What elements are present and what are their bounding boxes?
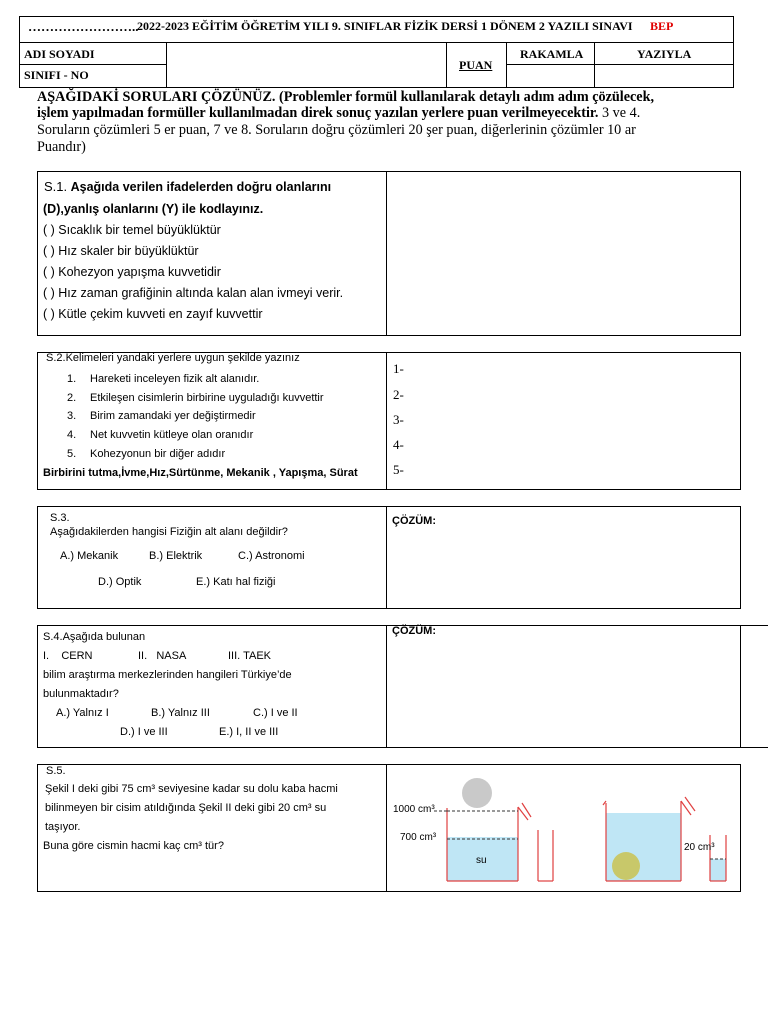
instructions-line-2 [37,105,640,122]
q1-title-a: Aşağıda verilen ifadelerden doğru olanlarını [70,180,332,194]
label-1000-cm3: 1000 cm³ [393,804,435,815]
figure-2-container [603,797,726,881]
q3-number: S.3. [50,512,70,524]
instructions-line-2-bold: işlem yapılmadan formüller kullanılmadan direk sonuç yazılan yerlere puan verilmeyecektir. [37,105,599,121]
q4-option-c: C.) I ve II [253,707,298,719]
q2-answer-3: 3- [393,412,404,427]
q2-word-bank: Birbirini tutma,İvme,Hız,Sürtünme, Mekanik , Yapışma, Sürat [43,467,358,479]
q2-item-5: Kohezyonun bir diğer adıdır [90,448,226,460]
yaziyla-label: YAZIYLA [637,47,692,61]
q1-item-4: ( ) Hız zaman grafiğinin altında kalan alan ivmeyi verir. [43,286,344,300]
instructions-line-2-rest: 3 ve 4. [598,105,641,121]
q2-item-3: Birim zamandaki yer değiştirmedir [90,410,256,422]
puan-label: PUAN [459,58,493,72]
q4-question-line-1: bilim araştırma merkezlerinden hangileri Türkiye’de [43,669,292,681]
figure-2-overflow-water [710,859,726,881]
q1-number: S.1. [44,179,68,194]
rakamla-label: RAKAMLA [520,47,584,61]
header-dots: …………………….. [28,19,139,34]
q4-option-a: A.) Yalnız I [56,707,109,719]
q5-line-1: Şekil I deki gibi 75 cm³ seviyesine kadar su dolu kaba hacmi [45,783,338,795]
instructions-line-1: AŞAĞIDAKİ SORULARI ÇÖZÜNÜZ. (Problemler formül kullanılarak detaylı adım adım çözülecek, [37,89,655,105]
instructions-line-3: Soruların çözümleri 5 er puan, 7 ve 8. Soruların doğru çözümleri 20 şer puan, diğerlerinin çözümler 10 ar [37,122,636,138]
label-700-cm3: 700 cm³ [400,832,437,843]
q4-item-nasa: II. NASA [138,650,187,662]
name-label: ADI SOYADI [24,47,95,61]
q5-line-4: Buna göre cismin hacmi kaç cm³ tür? [43,840,224,852]
q2-answer-5: 5- [393,462,404,477]
q4-item-cern: I. CERN [43,650,93,662]
q3-option-a: A.) Mekanik [60,550,119,562]
instructions-line-4: Puandır) [37,139,86,155]
q2-item-num-2: 2. [67,392,77,404]
overflow-figure-svg [388,765,738,890]
q4-option-e: E.) I, II ve III [219,726,279,738]
q2-answer-1: 1- [393,361,404,376]
label-su: su [476,855,487,866]
exam-title: 2022-2023 EĞİTİM ÖĞRETİM YILI 9. SINIFLAR FİZİK DERSİ 1 DÖNEM 2 YAZILI SINAVI [137,19,633,33]
overflow-figure [388,765,738,890]
q3-option-c: C.) Astronomi [238,550,305,562]
q2-title: S.2.Kelimeleri yandaki yerlere uygun şekilde yazınız [46,352,300,364]
figure-1-ball [462,778,492,808]
q3-question: Aşağıdakilerden hangisi Fiziğin alt alanı değildir? [50,526,288,538]
q5-line-2: bilinmeyen bir cisim atıldığında Şekil II deki gibi 20 cm³ su [45,802,327,814]
q3-cozum-label: ÇÖZÜM: [392,515,436,527]
q2-item-4: Net kuvvetin kütleye olan oranıdır [90,429,254,441]
q3-box [37,506,741,609]
q1-item-5: ( ) Kütle çekim kuvveti en zayıf kuvvettir [43,307,263,321]
class-label: SINIFI - NO [24,68,89,82]
q5-line-3: taşıyor. [45,821,81,833]
q3-option-d: D.) Optik [98,576,142,588]
q2-item-1: Hareketi inceleyen fizik alt alanıdır. [90,373,260,385]
q1-item-3: ( ) Kohezyon yapışma kuvvetidir [43,265,221,279]
label-20-cm3: 20 cm³ [684,842,715,853]
figure-1-container [434,778,553,881]
q1-title-line-2: (D),yanlış olanlarını (Y) ile kodlayınız. [43,202,264,216]
q4-item-taek: III. TAEK [228,650,271,662]
q5-number: S.5. [46,765,66,777]
q4-question-line-2: bulunmaktadır? [43,688,119,700]
q2-item-num-3: 3. [67,410,77,422]
q4-option-d: D.) I ve III [120,726,168,738]
q2-item-num-1: 1. [67,373,77,385]
q1-item-2: ( ) Hız skaler bir büyüklüktür [43,244,199,258]
q2-item-num-4: 4. [67,429,77,441]
q4-title: S.4.Aşağıda bulunan [43,631,146,643]
bep-label: BEP [650,19,674,33]
q2-answer-2: 2- [393,387,404,402]
q3-option-e: E.) Katı hal fiziği [196,576,276,588]
q1-title-line-1 [44,179,331,194]
q3-option-b: B.) Elektrik [149,550,203,562]
q2-item-num-5: 5. [67,448,77,460]
q4-option-b: B.) Yalnız III [151,707,210,719]
q2-item-2: Etkileşen cisimlerin birbirine uyguladığı kuvvettir [90,392,324,404]
q1-item-1: ( ) Sıcaklık bir temel büyüklüktür [43,223,221,237]
q4-cozum-label: ÇÖZÜM: [392,625,436,637]
figure-2-ball [612,852,640,880]
q2-answer-4: 4- [393,437,404,452]
